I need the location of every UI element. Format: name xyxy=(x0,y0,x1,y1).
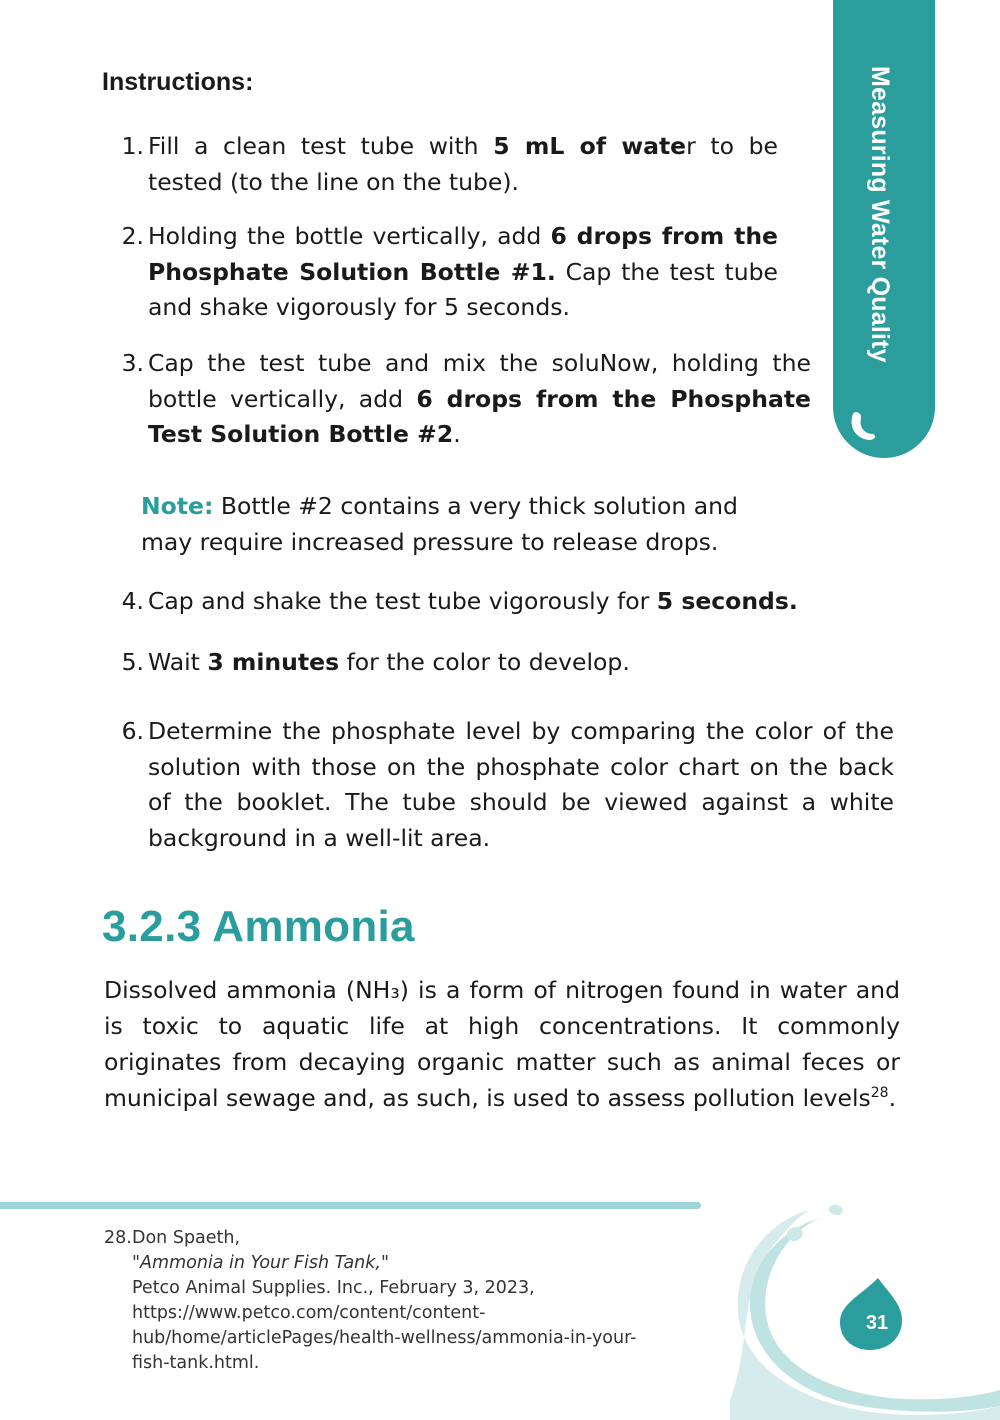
instruction-step xyxy=(118,714,894,856)
step-number: 5. xyxy=(121,648,144,676)
footnote-url[interactable]: fish-tank.html. xyxy=(132,1353,260,1373)
wave-drop-icon xyxy=(847,410,881,444)
step-number: 4. xyxy=(121,587,144,615)
note xyxy=(141,488,781,560)
note-text: Bottle #2 contains a very thick solution and may require increased pressure to release drops. xyxy=(141,492,738,556)
step-text: Determine the phosphate level by comparing the color of the solution with those on the phosphate color chart on the back of the booklet. The tube should be viewed against a white background in a well-lit area. xyxy=(148,717,894,852)
section-heading: 3.2.3 Ammonia xyxy=(102,902,415,951)
step-text: Cap and shake the test tube vigorously for 5 seconds. xyxy=(148,587,798,615)
instruction-step xyxy=(118,584,838,620)
instruction-step xyxy=(118,346,811,453)
note-label: Note: xyxy=(141,492,214,520)
side-tab xyxy=(833,0,935,458)
footnote xyxy=(104,1226,704,1376)
footnote-divider xyxy=(0,1202,701,1209)
instruction-step xyxy=(118,219,778,326)
step-number: 1. xyxy=(121,132,144,160)
footnote-reference[interactable]: 28 xyxy=(870,1085,889,1102)
instructions-heading: Instructions: xyxy=(102,68,254,96)
footnote-number: 28. xyxy=(104,1228,132,1248)
step-text: Fill a clean test tube with 5 mL of water to be tested (to the line on the tube). xyxy=(148,132,778,196)
section-paragraph: Dissolved ammonia (NH₃) is a form of nitrogen found in water and is toxic to aquatic life at high concentrations. It commonly originates from decaying organic matter such as animal feces or municipal sewage and, as such, is used to assess pollution levels$^{28}$. xyxy=(104,976,900,1112)
footnote-body: Don Spaeth, "Ammonia in Your Fish Tank," Petco Animal Supplies. Inc., February 3, 2023, https://www.petco.com/content/content- hub/home/articlePages/health-wellness/ammonia-in-your- fish-tank.html. xyxy=(132,1226,704,1376)
instruction-step xyxy=(118,129,778,200)
instruction-step xyxy=(118,645,838,681)
step-number: 2. xyxy=(121,222,144,250)
footnote-title: "Ammonia in Your Fish Tank," xyxy=(132,1253,390,1273)
step-text: Cap the test tube and mix the soluNow, holding the bottle vertically, add 6 drops from the Phosphate Test Solution Bottle #2. xyxy=(148,349,811,448)
page-number: 31 xyxy=(865,1312,889,1334)
footnote-url[interactable]: hub/home/articlePages/health-wellness/ammonia-in-your- xyxy=(132,1328,637,1348)
wave-decoration-icon xyxy=(730,1200,1000,1420)
step-number: 3. xyxy=(121,349,144,377)
step-number: 6. xyxy=(121,717,144,745)
step-text: Holding the bottle vertically, add 6 drops from the Phosphate Solution Bottle #1. Cap the test tube and shake vigorously for 5 seconds. xyxy=(148,222,778,321)
step-text: Wait 3 minutes for the color to develop. xyxy=(148,648,630,676)
side-tab-label: Measuring Water Quality xyxy=(866,66,894,363)
footnote-url[interactable]: https://www.petco.com/content/content- xyxy=(132,1303,486,1323)
